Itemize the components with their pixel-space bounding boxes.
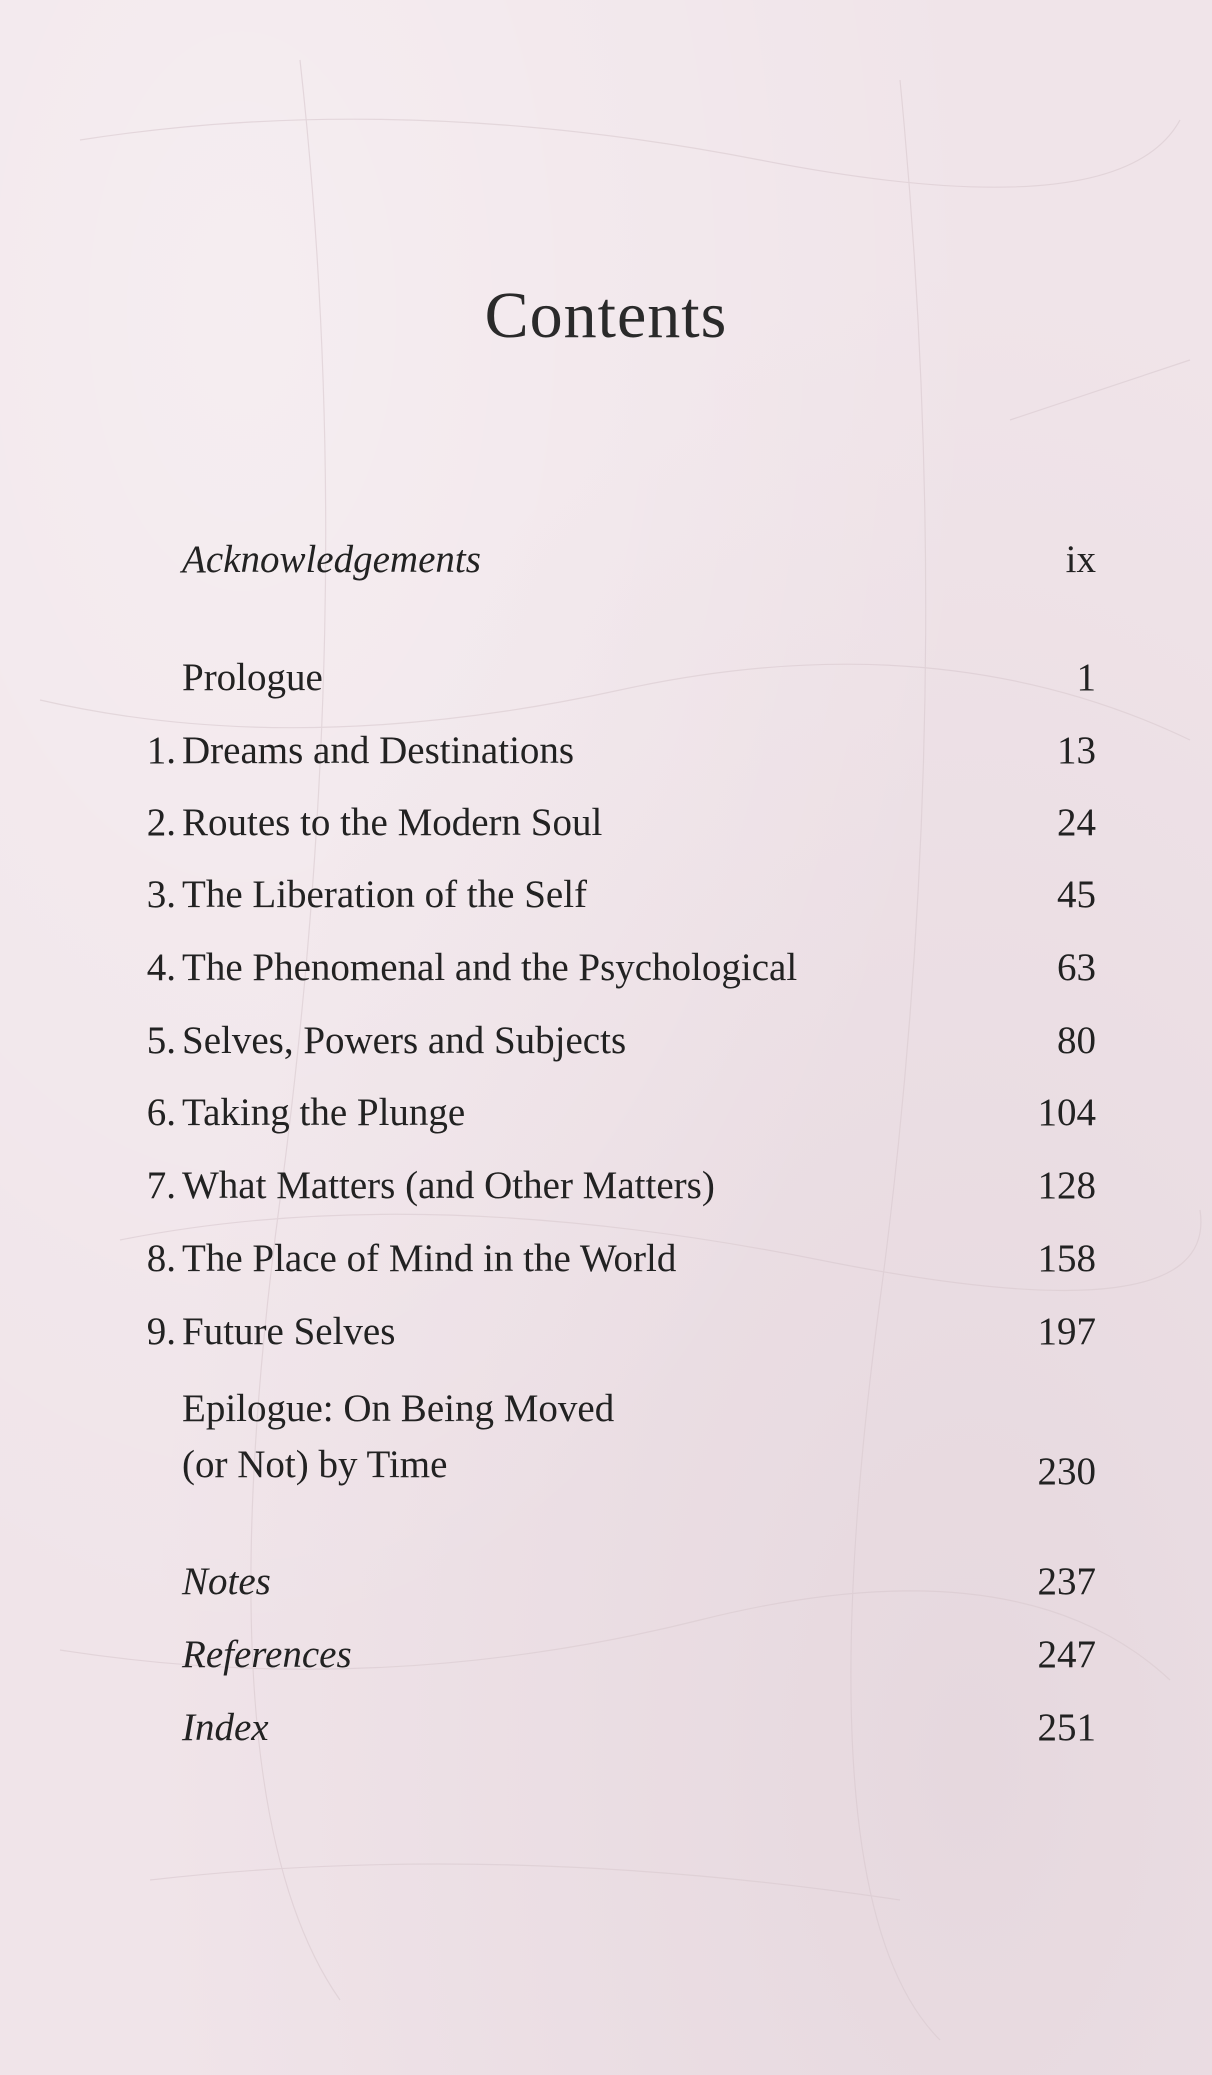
entry-number: 6. xyxy=(146,1091,176,1134)
entry-page: 128 xyxy=(1037,1164,1096,1207)
entry-label: What Matters (and Other Matters) xyxy=(182,1164,715,1207)
entry-number: 7. xyxy=(146,1164,176,1207)
entry-label-line-2: (or Not) by Time xyxy=(182,1443,448,1486)
entry-label: Prologue xyxy=(182,656,323,699)
entry-label-line-1: Epilogue: On Being Moved xyxy=(182,1387,615,1430)
entry-label: Dreams and Destinations xyxy=(182,729,575,772)
entry-number: 3. xyxy=(146,873,176,916)
entry-page: 230 xyxy=(1037,1450,1096,1493)
entry-label: Index xyxy=(182,1706,269,1749)
entry-page: 197 xyxy=(1037,1310,1096,1353)
entry-number: 2. xyxy=(146,801,176,844)
entry-page: 158 xyxy=(1037,1237,1096,1280)
entry-page: 24 xyxy=(1057,801,1096,844)
entry-page: 13 xyxy=(1057,729,1096,772)
entry-label: The Liberation of the Self xyxy=(182,873,588,916)
entry-number: 8. xyxy=(146,1237,176,1280)
entry-page: 1 xyxy=(1076,656,1096,699)
entry-page: 104 xyxy=(1037,1091,1096,1134)
entry-page: 247 xyxy=(1037,1633,1096,1676)
entry-label: Notes xyxy=(182,1560,271,1603)
entry-label: References xyxy=(182,1633,352,1676)
entry-label: Taking the Plunge xyxy=(182,1091,466,1134)
entry-page: 63 xyxy=(1057,946,1096,989)
entry-page: ix xyxy=(1065,538,1096,581)
entry-page: 251 xyxy=(1037,1706,1096,1749)
entry-label: Acknowledgements xyxy=(182,538,481,581)
page-title: Contents xyxy=(484,279,728,352)
entry-page: 80 xyxy=(1057,1019,1096,1062)
entry-number: 9. xyxy=(146,1310,176,1353)
entry-label xyxy=(182,1381,614,1493)
entry-label: Future Selves xyxy=(182,1310,396,1353)
entry-number: 5. xyxy=(146,1019,176,1062)
entry-label: Routes to the Modern Soul xyxy=(182,801,603,844)
entry-label: Selves, Powers and Subjects xyxy=(182,1019,627,1062)
entry-label: The Phenomenal and the Psychological xyxy=(182,946,798,989)
entry-label: The Place of Mind in the World xyxy=(182,1237,677,1280)
entry-page: 237 xyxy=(1037,1560,1096,1603)
entry-number: 1. xyxy=(146,729,176,772)
entry-number: 4. xyxy=(146,946,176,989)
entry-page: 45 xyxy=(1057,873,1096,916)
